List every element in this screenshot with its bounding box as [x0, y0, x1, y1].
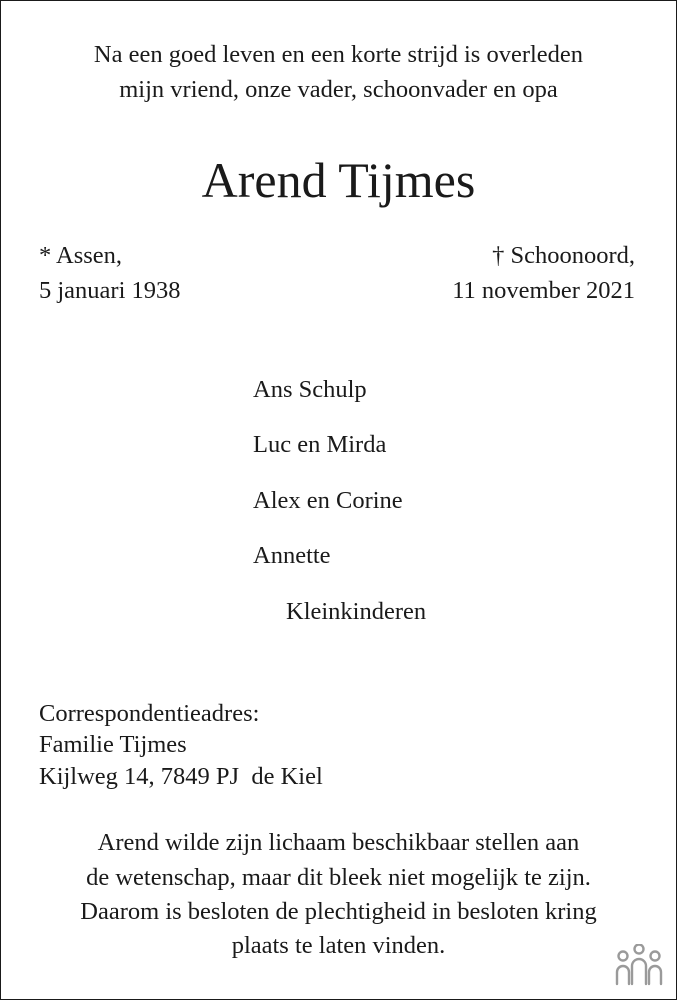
death-date: 11 november 2021 — [452, 277, 635, 304]
family-member: Alex en Corine — [253, 487, 403, 514]
closing-line-1: Arend wilde zijn lichaam beschikbaar stellen aan — [97, 829, 580, 856]
correspondence-address: Kijlweg 14, 7849 PJ de Kiel — [39, 763, 323, 790]
intro-line-2: mijn vriend, onze vader, schoonvader en opa — [119, 76, 558, 103]
death-place: † Schoonoord, — [492, 242, 635, 269]
intro-line-1: Na een goed leven en een korte strijd is overleden — [93, 41, 584, 68]
deceased-name: Arend Tijmes — [201, 152, 476, 208]
closing-line-4: plaats te laten vinden. — [231, 932, 446, 959]
birth-place: * Assen, — [39, 242, 123, 269]
correspondence-name: Familie Tijmes — [39, 731, 187, 758]
closing-line-3: Daarom is besloten de plechtigheid in besloten kring — [80, 898, 597, 925]
family-member: Annette — [253, 542, 331, 569]
grandchildren-label: Kleinkinderen — [286, 598, 427, 625]
family-member: Luc en Mirda — [253, 431, 387, 458]
closing-line-2: de wetenschap, maar dit bleek niet mogelijk te zijn. — [86, 864, 591, 891]
birth-date: 5 januari 1938 — [39, 277, 181, 304]
correspondence-label: Correspondentieadres: — [39, 700, 260, 727]
people-group-icon — [614, 944, 664, 988]
family-member: Ans Schulp — [253, 376, 367, 403]
